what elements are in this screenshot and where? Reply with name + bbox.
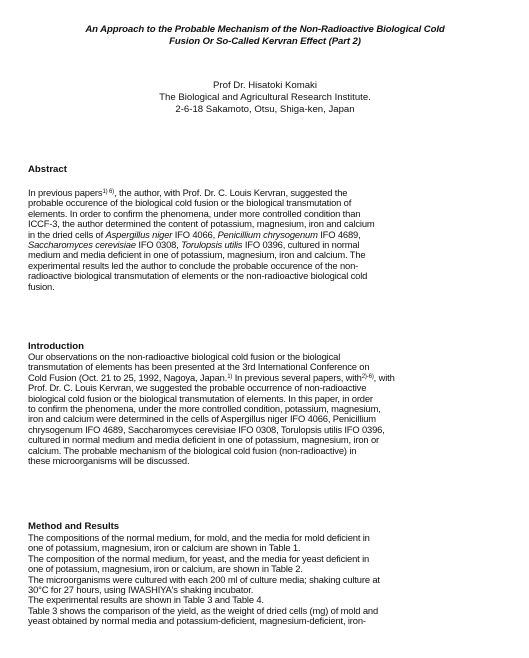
author-block	[100, 80, 430, 116]
title-line: An Approach to the Probable Mechanism of the Non-Radioactive Biological Cold	[85, 24, 445, 35]
author-affiliation: The Biological and Agricultural Research Institute.	[159, 92, 371, 103]
text-line: medium and media deficient in one of potassium, magnesium, iron and calcium. The	[28, 249, 366, 261]
citation: 1)	[227, 373, 233, 380]
abstract-heading: Abstract	[28, 164, 67, 175]
text-line: cultured in normal medium and media deficient in one of potassium, magnesium, iron or	[28, 434, 379, 446]
paper-title	[20, 24, 510, 48]
author-address: 2-6-18 Sakamoto, Otsu, Shiga-ken, Japan	[175, 104, 355, 115]
text-line: transmutation of elements has been presented at the 3rd International Conference on	[28, 361, 370, 373]
introduction-body	[28, 352, 504, 466]
text-line: Prof. Dr. C. Louis Kervran, we suggested the probable occurrence of non-radioactive	[28, 382, 367, 394]
text-run: Cold Fusion (Oct. 21 to 25, 1992, Nagoya, Japan.	[28, 371, 228, 383]
text-line: radioactive biological transmutation of elements or the non-radioactive biological cold	[28, 270, 368, 282]
text-line: Our observations on the non-radioactive biological cold fusion or the biological	[28, 351, 341, 362]
text-line: fusion.	[28, 280, 55, 292]
text-line: The composition of the normal medium, for yeast, and the media for yeast deficient in	[28, 552, 370, 564]
text-line: to confirm the phenomena, under the more controlled condition, potassium, magnesium,	[28, 403, 381, 415]
text-line: In previous papers$^{1) 6)}$, the author, with Prof. Dr. C. Louis Kervran, suggested the	[28, 187, 348, 198]
text-line: The microorganisms were cultured with each 200 ml of culture media; shaking culture at	[28, 573, 380, 585]
text-run: In previous several papers, with	[234, 371, 362, 383]
title-line: Fusion Or So-Called Kervran Effect (Part 2)	[169, 36, 361, 47]
text-line: Cold Fusion (Oct. 21 to 25, 1992, Nagoya, Japan.$^{1)}$ In previous several papers, with$^{2)-6)}$, with	[28, 371, 395, 383]
text-line: iron and calcium were determined in the cells of Aspergillus niger IFO 4066, Penicillium	[28, 413, 376, 425]
author-name: Prof Dr. Hisatoki Komaki	[213, 80, 317, 91]
text-line: one of potassium, magnesium, iron or calcium, are shown in Table 2.	[28, 563, 303, 575]
text-line: Table 3 shows the comparison of the yield, as the weight of dried cells (mg) of mold and	[28, 604, 379, 616]
text-line: Saccharomyces cerevisiae IFO 0308, Torulopsis utilis IFO 0396, cultured in normal	[28, 239, 360, 251]
text-line: calcium. The probable mechanism of the biological cold fusion (non-radioactive) in	[28, 444, 357, 456]
introduction-heading: Introduction	[28, 341, 84, 352]
text-line: in the dried cells of Aspergillus niger IFO 4066, Penicillium chrysogenum IFO 4689,	[28, 228, 361, 240]
citation: 2)-6)	[361, 373, 374, 380]
text-line: one of potassium, magnesium, iron or calcium are shown in Table 1.	[28, 542, 301, 554]
text-line: The experimental results are shown in Table 3 and Table 4.	[28, 594, 264, 606]
text-line: yeast obtained by normal media and potassium-deficient, magnesium-deficient, iron-	[28, 615, 366, 627]
text-line: experimental results led the author to conclude the probable occurence of the non-	[28, 259, 359, 271]
abstract-body	[28, 188, 504, 292]
method-heading: Method and Results	[28, 521, 120, 532]
citation: 1) 6)	[102, 189, 115, 195]
text-line: probable occurence of the biological cold fusion or the biological transmutation of	[28, 197, 352, 209]
text-line: chrysogenum IFO 4689, Saccharomyces cerevisiae IFO 0308, Torulopsis utilis IFO 0396,	[28, 423, 385, 435]
text-line: these microorganisms will be discussed.	[28, 455, 190, 467]
text-line: The compositions of the normal medium, for mold, and the media for mold deficient in	[28, 532, 370, 543]
text-line: 30°C for 27 hours, using IWASHIYA's shaking incubator.	[28, 584, 254, 596]
text-line: elements. In order to confirm the phenomena, under more controlled condition than	[28, 207, 361, 219]
text-line: ICCF-3, the author determined the content of potassium, magnesium, iron and calcium	[28, 218, 375, 230]
text-line: biological cold fusion or the biological transmutation of elements. In this paper, in order	[28, 392, 373, 404]
method-body	[28, 533, 504, 627]
